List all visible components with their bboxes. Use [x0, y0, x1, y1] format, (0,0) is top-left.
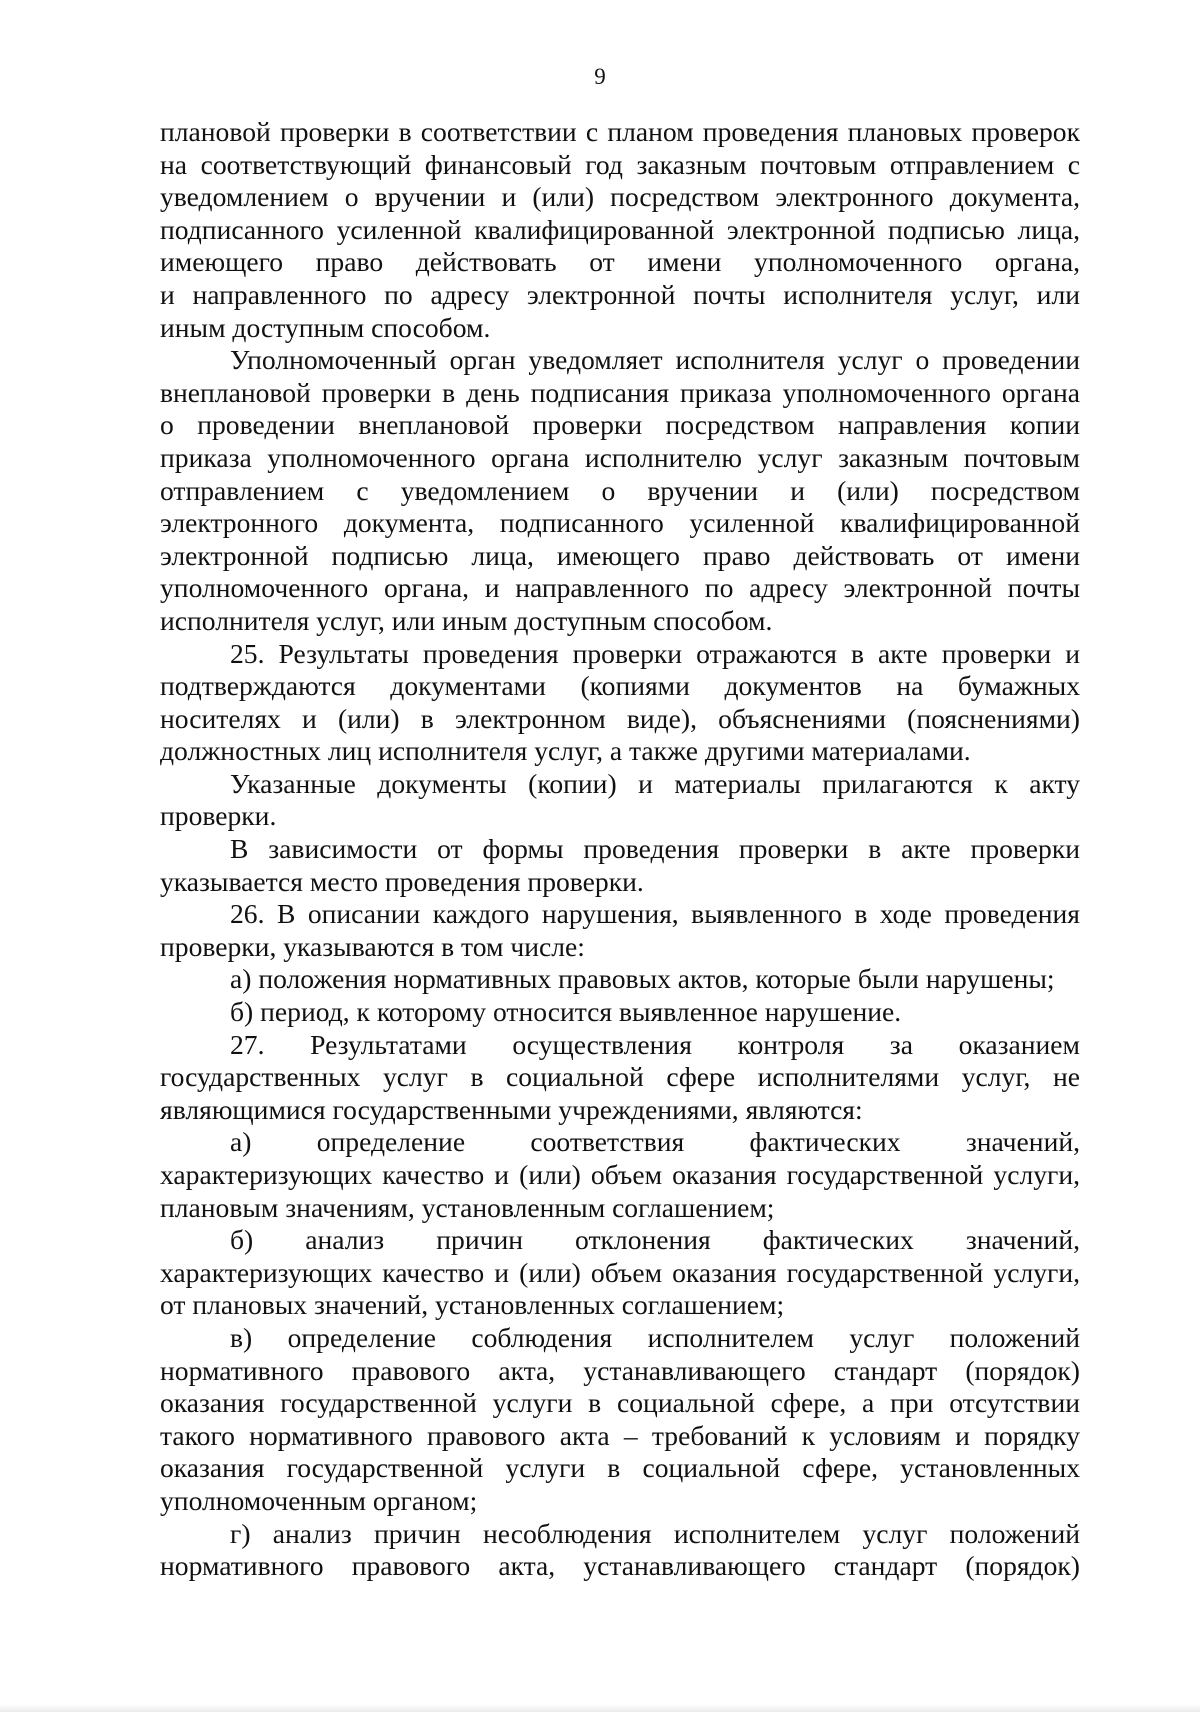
text-line: а) определение соответствия фактических значений,: [230, 1126, 1080, 1158]
text-line: на соответствующий финансовый год заказным почтовым отправлением с: [160, 148, 1080, 180]
text-line: в) определение соблюдения исполнителем услуг положений: [230, 1321, 1080, 1353]
text-line: б) анализ причин отклонения фактических значений,: [230, 1224, 1080, 1256]
text-line: В зависимости от формы проведения проверки в акте проверки: [230, 833, 1080, 865]
text-line: оказания государственной услуги в социальной сфере, установленных: [160, 1452, 1080, 1484]
text-line: уведомлением о вручении и (или) посредством электронного документа,: [160, 181, 1080, 213]
text-line: Уполномоченный орган уведомляет исполнителя услуг о проведении: [230, 344, 1080, 376]
text-line: носителях и (или) в электронном виде), объяснениями (пояснениями): [160, 702, 1080, 734]
text-line: государственных услуг в социальной сфере исполнителями услуг, не: [160, 1061, 1080, 1093]
text-line: должностных лиц исполнителя услуг, а также другими материалами.: [160, 735, 971, 767]
text-line: от плановых значений, установленных соглашением;: [160, 1289, 785, 1321]
text-line: проверки, указываются в том числе:: [160, 930, 585, 962]
text-line: о проведении внеплановой проверки посредством направления копии: [160, 409, 1080, 441]
text-line: иным доступным способом.: [160, 311, 491, 343]
text-line: приказа уполномоченного органа исполнителю услуг заказным почтовым: [160, 441, 1080, 473]
text-line: 25. Результаты проведения проверки отражаются в акте проверки и: [230, 637, 1080, 669]
text-line: нормативного правового акта, устанавливающего стандарт (порядок): [160, 1550, 1080, 1582]
text-line: внеплановой проверки в день подписания приказа уполномоченного органа: [160, 376, 1080, 408]
text-line: г) анализ причин несоблюдения исполнителем услуг положений: [230, 1517, 1080, 1549]
page-number: 9: [594, 64, 606, 89]
text-line: 26. В описании каждого нарушения, выявленного в ходе проведения: [230, 898, 1080, 930]
text-line: отправлением с уведомлением о вручении и (или) посредством: [160, 474, 1080, 506]
text-line: проверки.: [160, 800, 277, 832]
text-line: имеющего право действовать от имени уполномоченного органа,: [160, 246, 1080, 278]
text-line: электронной подписью лица, имеющего право действовать от имени: [160, 539, 1080, 571]
text-line: а) положения нормативных правовых актов, которые были нарушены;: [230, 963, 1055, 995]
text-line: характеризующих качество и (или) объем оказания государственной услуги,: [160, 1159, 1080, 1190]
text-line: Указанные документы (копии) и материалы прилагаются к акту: [230, 767, 1080, 799]
text-line: подписанного усиленной квалифицированной электронной подписью лица,: [160, 213, 1080, 245]
text-line: электронного документа, подписанного усиленной квалифицированной: [160, 507, 1080, 539]
text-line: плановой проверки в соответствии с планом проведения плановых проверок: [160, 116, 1080, 147]
scan-edge: [0, 1704, 1200, 1712]
text-line: 27. Результатами осуществления контроля за оказанием: [230, 1028, 1080, 1060]
text-line: плановым значениям, установленным соглашением;: [160, 1191, 775, 1223]
text-line: уполномоченного органа, и направленного по адресу электронной почты: [160, 572, 1080, 604]
text-line: такого нормативного правового акта – требований к условиям и порядку: [160, 1419, 1080, 1451]
text-line: б) период, к которому относится выявленное нарушение.: [230, 996, 902, 1028]
text-line: указывается место проведения проверки.: [160, 865, 644, 897]
text-line: нормативного правового акта, устанавливающего стандарт (порядок): [160, 1354, 1080, 1386]
text-line: являющимися государственными учреждениями, являются:: [160, 1093, 863, 1125]
text-line: подтверждаются документами (копиями документов на бумажных: [160, 670, 1080, 702]
text-line: характеризующих качество и (или) объем оказания государственной услуги,: [160, 1256, 1080, 1288]
text-line: уполномоченным органом;: [160, 1484, 478, 1516]
text-line: исполнителя услуг, или иным доступным способом.: [160, 604, 773, 636]
text-line: и направленного по адресу электронной почты исполнителя услуг, или: [160, 278, 1080, 310]
document-body: [160, 116, 1080, 1583]
text-line: оказания государственной услуги в социальной сфере, а при отсутствии: [160, 1387, 1080, 1419]
